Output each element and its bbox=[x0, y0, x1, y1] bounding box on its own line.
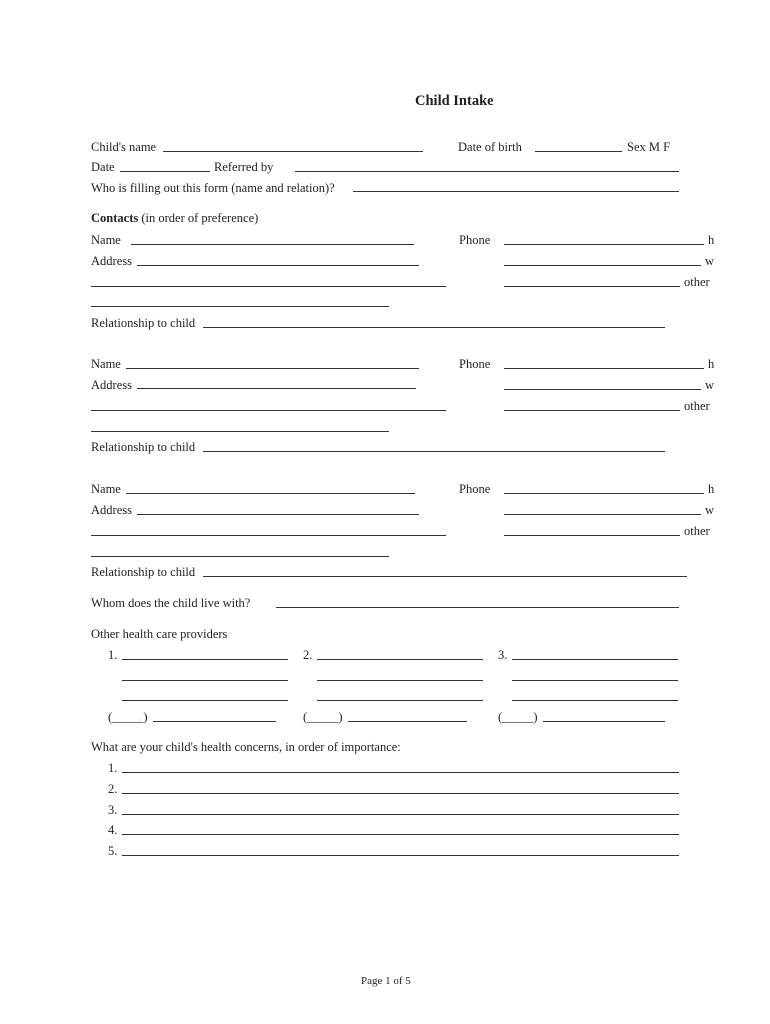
provider-3-line-2[interactable] bbox=[512, 680, 678, 681]
concern-4-field[interactable] bbox=[122, 834, 679, 835]
contact-1-phone-h-label: h bbox=[708, 233, 715, 247]
contact-1-phone-other-label: other bbox=[684, 275, 710, 289]
contact-3-name-field[interactable] bbox=[126, 493, 415, 494]
contact-1-phone-other-field[interactable] bbox=[504, 286, 680, 287]
concern-1-field[interactable] bbox=[122, 772, 679, 773]
contact-2-phone-h-field[interactable] bbox=[504, 368, 704, 369]
sex-label[interactable]: Sex M F bbox=[627, 140, 671, 154]
contacts-heading bbox=[91, 211, 258, 225]
form-title: Child Intake bbox=[415, 93, 494, 109]
contact-3-phone-other-field[interactable] bbox=[504, 535, 680, 536]
contact-2-address-line-2[interactable] bbox=[91, 410, 446, 411]
contact-2-phone-w-label: w bbox=[705, 378, 715, 392]
who-filling-field[interactable] bbox=[353, 191, 679, 192]
concern-2-field[interactable] bbox=[122, 793, 679, 794]
provider-1-line-2[interactable] bbox=[122, 680, 288, 681]
provider-2-phone-prefix: (_____) bbox=[303, 710, 343, 724]
date-label: Date bbox=[91, 160, 115, 174]
provider-3-number: 3. bbox=[498, 648, 508, 662]
lives-with-label: Whom does the child live with? bbox=[91, 596, 251, 610]
contacts-heading-note: (in order of preference) bbox=[141, 211, 259, 225]
concern-3-field[interactable] bbox=[122, 814, 679, 815]
who-filling-label: Who is filling out this form (name and relation)? bbox=[91, 181, 335, 195]
provider-1-line-1[interactable] bbox=[122, 659, 288, 660]
provider-3-phone-prefix: (_____) bbox=[498, 710, 538, 724]
contact-2-relationship-label: Relationship to child bbox=[91, 440, 196, 454]
contact-1-phone-h-field[interactable] bbox=[504, 244, 704, 245]
contact-1-address-line-3[interactable] bbox=[91, 306, 389, 307]
providers-heading: Other health care providers bbox=[91, 627, 228, 641]
provider-2-line-2[interactable] bbox=[317, 680, 483, 681]
contact-1-phone-label: Phone bbox=[459, 233, 491, 247]
contact-3-relationship-field[interactable] bbox=[203, 576, 687, 577]
contact-1-address-line-2[interactable] bbox=[91, 286, 446, 287]
concern-1-number: 1. bbox=[108, 761, 118, 775]
contact-1-phone-w-label: w bbox=[705, 254, 715, 268]
contact-1-relationship-label: Relationship to child bbox=[91, 316, 196, 330]
childs-name-field[interactable] bbox=[163, 151, 423, 152]
contact-3-relationship-label: Relationship to child bbox=[91, 565, 196, 579]
lives-with-field[interactable] bbox=[276, 607, 679, 608]
contact-2-phone-other-label: other bbox=[684, 399, 710, 413]
contact-1-address-label: Address bbox=[91, 254, 132, 268]
childs-name-label: Child's name bbox=[91, 140, 157, 154]
contact-2-phone-h-label: h bbox=[708, 357, 715, 371]
date-of-birth-field[interactable] bbox=[535, 151, 622, 152]
contact-3-phone-w-label: w bbox=[705, 503, 715, 517]
contact-3-address-line-3[interactable] bbox=[91, 556, 389, 557]
contact-2-phone-w-field[interactable] bbox=[504, 389, 701, 390]
concern-5-number: 5. bbox=[108, 844, 118, 858]
provider-1-number: 1. bbox=[108, 648, 118, 662]
referred-by-label: Referred by bbox=[214, 160, 274, 174]
date-field[interactable] bbox=[120, 171, 210, 172]
concern-3-number: 3. bbox=[108, 803, 118, 817]
provider-3-line-1[interactable] bbox=[512, 659, 678, 660]
concern-5-field[interactable] bbox=[122, 855, 679, 856]
contact-2-phone-label: Phone bbox=[459, 357, 491, 371]
contact-3-address-line-2[interactable] bbox=[91, 535, 446, 536]
provider-2-line-1[interactable] bbox=[317, 659, 483, 660]
provider-2-number: 2. bbox=[303, 648, 313, 662]
contact-1-name-field[interactable] bbox=[131, 244, 414, 245]
contact-1-phone-w-field[interactable] bbox=[504, 265, 701, 266]
page-number: Page 1 of 5 bbox=[361, 975, 411, 987]
contact-1-address-field[interactable] bbox=[137, 265, 419, 266]
concern-4-number: 4. bbox=[108, 823, 118, 837]
contact-3-phone-w-field[interactable] bbox=[504, 514, 701, 515]
contact-3-phone-h-label: h bbox=[708, 482, 715, 496]
contact-3-address-field[interactable] bbox=[137, 514, 419, 515]
provider-2-phone-field[interactable] bbox=[348, 721, 467, 722]
contact-3-address-label: Address bbox=[91, 503, 132, 517]
concerns-heading: What are your child's health concerns, in order of importance: bbox=[91, 740, 401, 754]
provider-1-phone-prefix: (_____) bbox=[108, 710, 148, 724]
contact-3-phone-h-field[interactable] bbox=[504, 493, 704, 494]
referred-by-field[interactable] bbox=[295, 171, 679, 172]
provider-3-line-3[interactable] bbox=[512, 700, 678, 701]
contact-3-phone-other-label: other bbox=[684, 524, 710, 538]
provider-1-phone-field[interactable] bbox=[153, 721, 276, 722]
contacts-heading-label: Contacts bbox=[91, 211, 139, 225]
contact-2-address-field[interactable] bbox=[137, 388, 416, 389]
contact-1-relationship-field[interactable] bbox=[203, 327, 665, 328]
contact-2-name-field[interactable] bbox=[126, 368, 419, 369]
provider-3-phone-field[interactable] bbox=[543, 721, 665, 722]
contact-3-phone-label: Phone bbox=[459, 482, 491, 496]
contact-2-relationship-field[interactable] bbox=[203, 451, 665, 452]
contact-3-name-label: Name bbox=[91, 482, 121, 496]
contact-2-address-label: Address bbox=[91, 378, 132, 392]
concern-2-number: 2. bbox=[108, 782, 118, 796]
provider-2-line-3[interactable] bbox=[317, 700, 483, 701]
contact-1-name-label: Name bbox=[91, 233, 121, 247]
date-of-birth-label: Date of birth bbox=[458, 140, 522, 154]
contact-2-address-line-3[interactable] bbox=[91, 431, 389, 432]
provider-1-line-3[interactable] bbox=[122, 700, 288, 701]
contact-2-phone-other-field[interactable] bbox=[504, 410, 680, 411]
contact-2-name-label: Name bbox=[91, 357, 121, 371]
